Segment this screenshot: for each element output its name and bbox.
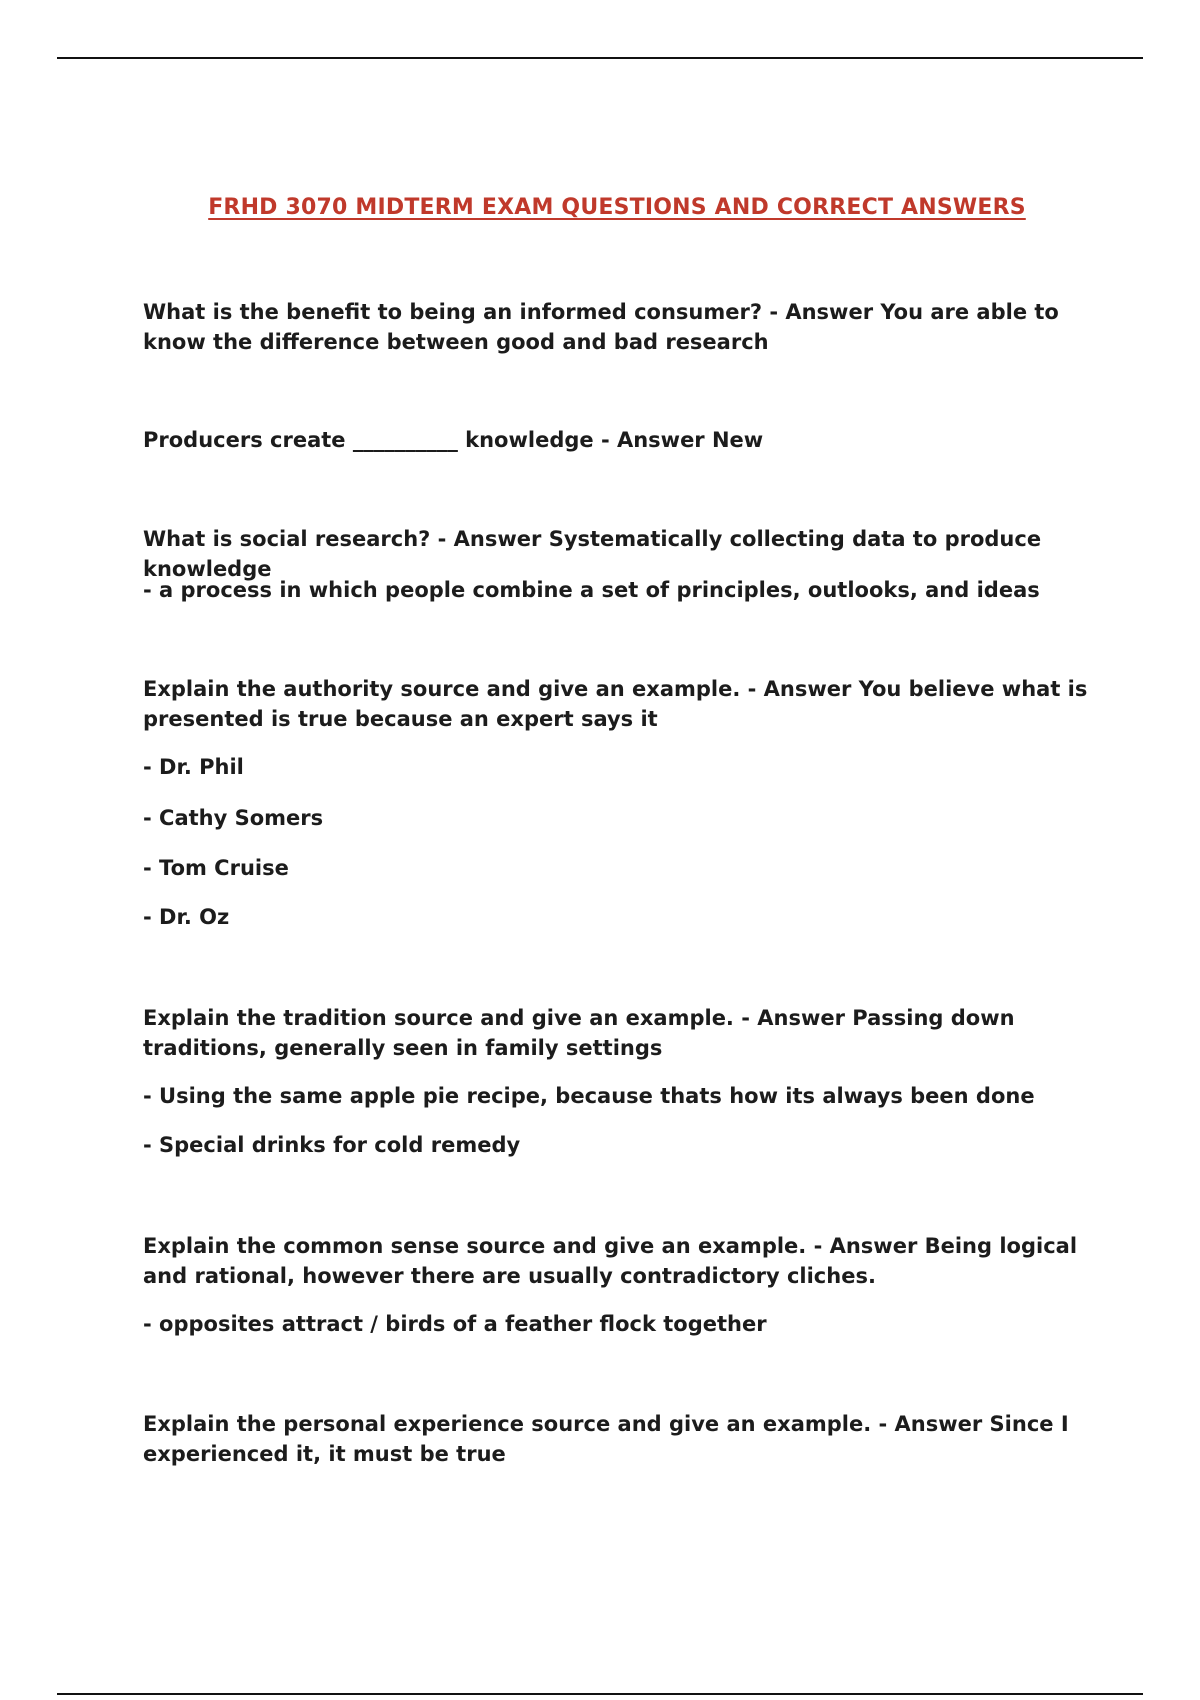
- question-producers: Producers create __________ knowledge - Answer New: [143, 428, 764, 452]
- question-authority-source: Explain the authority source and give an example. - Answer You believe what is presented is true because an expert says it: [143, 677, 1088, 731]
- example-item: - Tom Cruise: [143, 856, 289, 880]
- example-item: - Dr. Phil: [143, 755, 244, 779]
- example-item: - Special drinks for cold remedy: [143, 1133, 521, 1157]
- example-item: - Cathy Somers: [143, 806, 324, 830]
- bottom-rule: [57, 1693, 1143, 1695]
- question-informed-consumer: What is the benefit to being an informed consumer? - Answer You are able to know the difference between good and bad research: [143, 300, 1059, 354]
- example-item: - opposites attract / birds of a feather flock together: [143, 1312, 767, 1336]
- document-title-text: FRHD 3070 MIDTERM EXAM QUESTIONS AND CORRECT ANSWERS: [208, 195, 1026, 220]
- top-rule: [57, 57, 1143, 59]
- question-social-research: What is social research? - Answer Systematically collecting data to produce knowledge: [143, 527, 1042, 581]
- question-personal-experience-source: Explain the personal experience source and give an example. - Answer Since I experienced it, it must be true: [143, 1412, 1069, 1466]
- example-item: - Dr. Oz: [143, 905, 230, 929]
- example-item: - Using the same apple pie recipe, because thats how its always been done: [143, 1084, 1035, 1108]
- question-common-sense-source: Explain the common sense source and give an example. - Answer Being logical and rational, however there are usually contradictory cliches.: [143, 1234, 1078, 1288]
- document-title: [0, 195, 1200, 220]
- answer-detail: - a process in which people combine a set of principles, outlooks, and ideas: [143, 578, 1040, 602]
- question-tradition-source: Explain the tradition source and give an example. - Answer Passing down traditions, generally seen in family settings: [143, 1006, 1015, 1060]
